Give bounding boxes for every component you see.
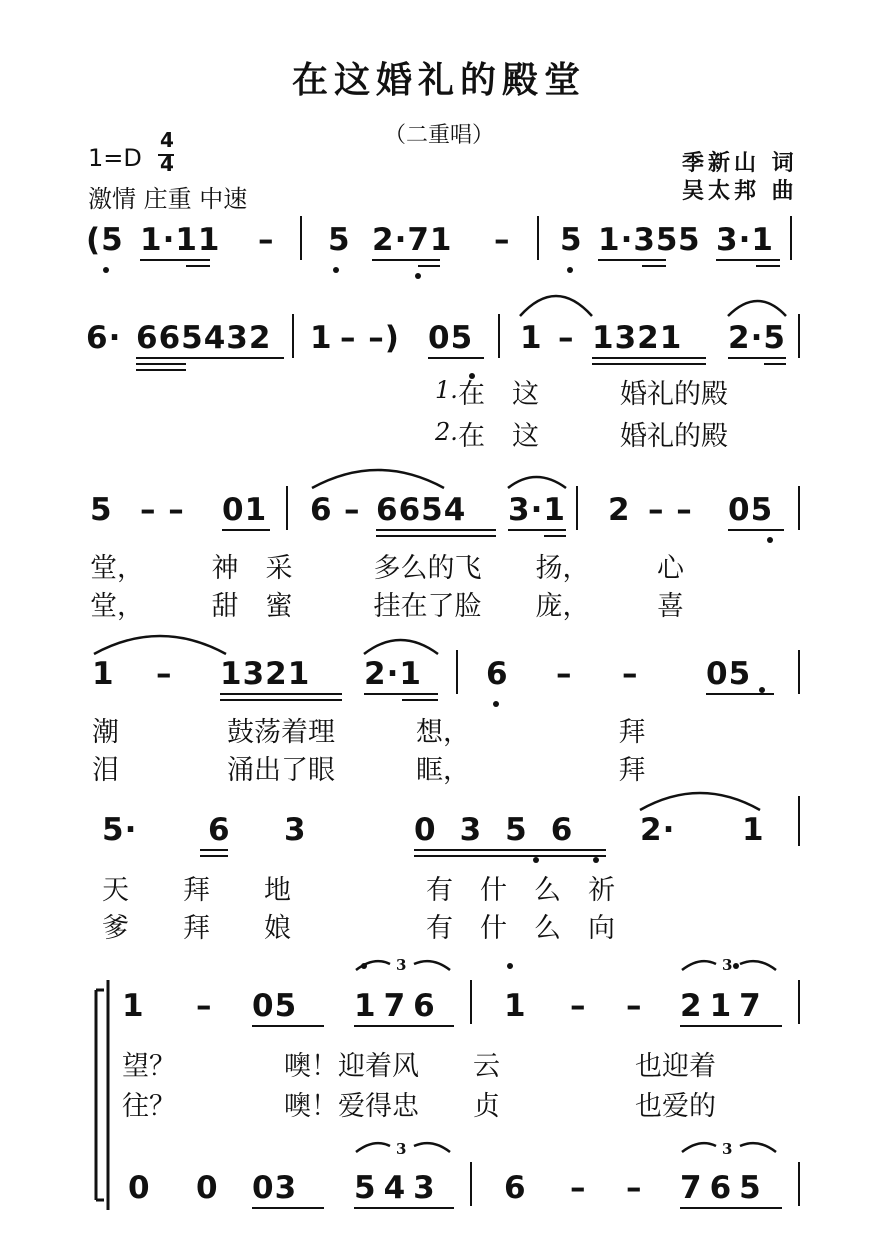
note-group: 1	[92, 656, 115, 692]
note-group: 1	[122, 988, 145, 1024]
note-group: 6	[504, 1170, 527, 1206]
note-group: 6·	[86, 320, 122, 356]
key-signature: 1=D	[88, 144, 142, 172]
note-group: 6	[208, 812, 231, 848]
note-group: –	[626, 1170, 643, 1206]
note-group: 1·11	[140, 222, 221, 258]
note-group: 5	[560, 222, 583, 258]
note-group: (5	[86, 222, 124, 258]
note-group: 1321	[220, 656, 311, 692]
note-group: –	[570, 988, 587, 1024]
time-signature-denominator: 4	[160, 152, 174, 176]
note-group: –	[156, 656, 173, 692]
note-group: –	[570, 1170, 587, 1206]
note-group: 1·35	[598, 222, 679, 258]
note-group: 5	[328, 222, 351, 258]
composer-credit: 吴太邦 曲	[682, 178, 798, 204]
lyric-line: 潮 鼓荡着理 想， 拜	[92, 717, 646, 748]
note-group: 2·1	[364, 656, 422, 692]
note-group: 176	[354, 988, 443, 1024]
note-group: 3	[284, 812, 307, 848]
note-group: 3·1	[508, 492, 566, 528]
note-group: 1	[310, 320, 333, 356]
note-group: 3·1	[716, 222, 774, 258]
note-group: 665432	[136, 320, 272, 356]
note-group: 2·5	[728, 320, 786, 356]
note-group: 05	[728, 492, 774, 528]
note-group: 6	[310, 492, 333, 528]
note-group: –	[344, 492, 361, 528]
lyric-line: 堂， 甜 蜜 挂在了脸 庞， 喜	[90, 591, 684, 622]
note-group: 0	[128, 1170, 151, 1206]
verse-number: 2.	[435, 418, 458, 446]
note-group: 543	[354, 1170, 443, 1206]
note-group: 01	[222, 492, 268, 528]
note-group: 2	[608, 492, 631, 528]
note-group: 765	[680, 1170, 769, 1206]
song-title: 在这婚礼的殿堂	[292, 59, 587, 101]
triplet-mark: 3	[722, 1140, 733, 1158]
note-group: 2·71	[372, 222, 453, 258]
note-group: 05	[428, 320, 474, 356]
note-group: 5·	[102, 812, 138, 848]
note-group: – –	[648, 492, 693, 528]
triplet-mark: 3	[396, 956, 407, 974]
note-group: 1321	[592, 320, 683, 356]
triplet-mark: 3	[396, 1140, 407, 1158]
lyric-line: 在 这 婚礼的殿	[458, 379, 728, 410]
note-group: 1	[504, 988, 527, 1024]
underlines	[136, 260, 786, 1208]
note-group: 5	[678, 222, 701, 258]
octave-dots	[103, 267, 773, 969]
note-group: 0	[196, 1170, 219, 1206]
slurs	[94, 296, 786, 1152]
lyric-line: 堂， 神 采 多么的飞 扬， 心	[90, 553, 684, 584]
lyric-line: 在 这 婚礼的殿	[458, 421, 728, 452]
note-group: –	[494, 222, 511, 258]
note-group: 0356	[414, 812, 597, 848]
lyric-line: 天 拜 地 有 什 么 祈	[102, 875, 615, 906]
note-group: 5	[90, 492, 113, 528]
time-signature-numerator: 4	[160, 128, 174, 152]
note-group: 6654	[376, 492, 467, 528]
lyric-line: 望？ 噢！迎着风 云 也迎着	[122, 1051, 716, 1082]
note-group: 1	[520, 320, 543, 356]
note-group: – –)	[340, 320, 400, 356]
verse-number: 1.	[435, 376, 458, 404]
note-group: – –	[140, 492, 185, 528]
note-group: 03	[252, 1170, 298, 1206]
note-group: 05	[252, 988, 298, 1024]
note-group: –	[558, 320, 575, 356]
note-group: –	[622, 656, 639, 692]
note-group: –	[556, 656, 573, 692]
note-group: –	[196, 988, 213, 1024]
lyric-line: 爹 拜 娘 有 什 么 向	[102, 913, 615, 944]
lyric-line: 往？ 噢！爱得忠 贞 也爱的	[122, 1091, 716, 1122]
note-group: 217	[680, 988, 769, 1024]
lyric-line: 泪 涌出了眼 眶， 拜	[92, 755, 646, 786]
song-subtitle: （二重唱）	[384, 123, 495, 148]
note-group: 2·	[640, 812, 676, 848]
note-group: 6	[486, 656, 509, 692]
note-group: 05	[706, 656, 752, 692]
note-group: 1	[742, 812, 765, 848]
triplet-mark: 3	[722, 956, 733, 974]
note-group: –	[626, 988, 643, 1024]
tempo-marking: 激情 庄重 中速	[88, 185, 248, 213]
note-group: –	[258, 222, 275, 258]
system-brace	[96, 980, 108, 1210]
lyricist-credit: 季新山 词	[682, 150, 798, 176]
